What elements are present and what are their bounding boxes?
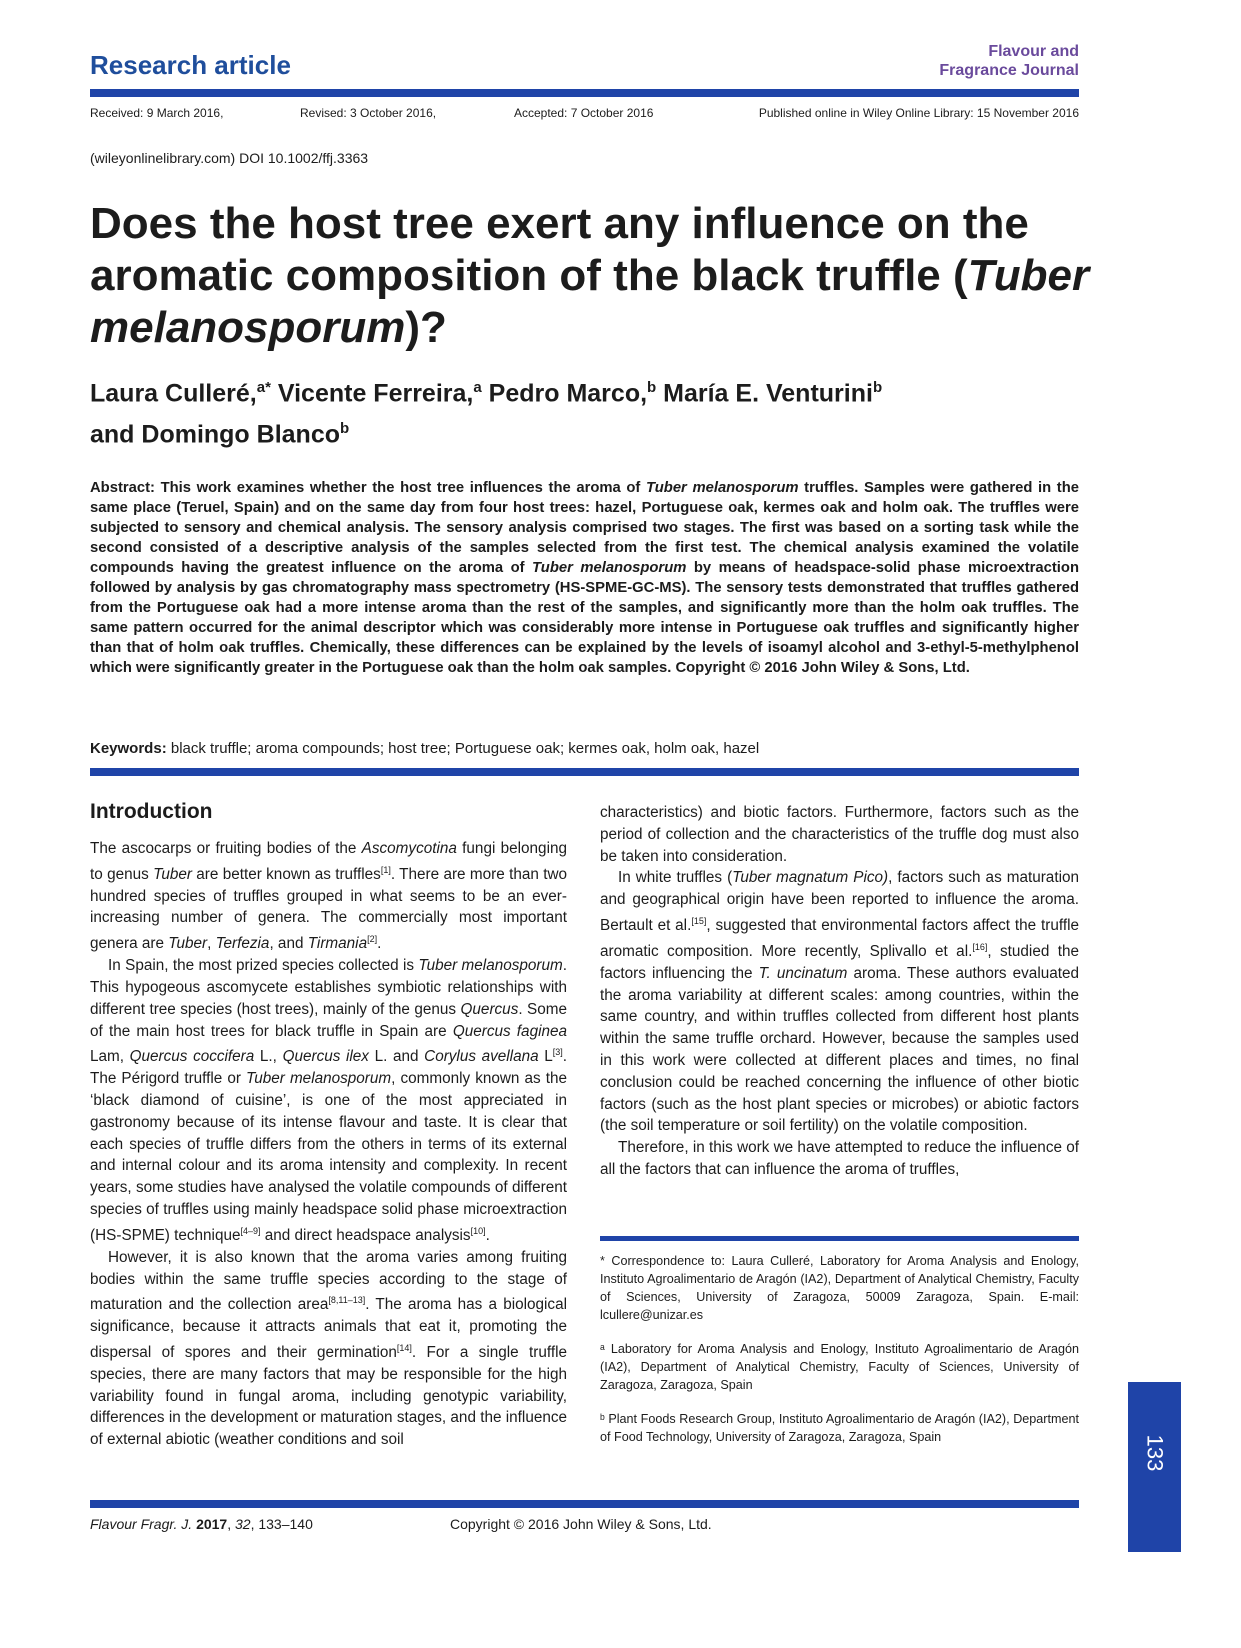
author-affil: a — [473, 379, 482, 396]
citation: Flavour Fragr. J. 2017, 32, 133–140 — [90, 1516, 313, 1532]
doi: (wileyonlinelibrary.com) DOI 10.1002/ffj.3363 — [90, 150, 369, 166]
article-dates — [90, 106, 1079, 122]
introduction-heading: Introduction — [90, 800, 213, 823]
author-affil: a* — [256, 379, 271, 396]
author-name: Laura Culleré, — [90, 379, 257, 408]
copyright: Copyright © 2016 John Wiley & Sons, Ltd. — [450, 1516, 712, 1532]
author-list — [90, 370, 1090, 453]
author-affil: b — [340, 420, 350, 438]
correspondence-note: * Correspondence to: Laura Culleré, Laboratory for Aroma Analysis and Enology, Instituto Agroalimentario de Aragón (IA2), Department of Analytical Chemistry, Faculty of Sciences, University of Zaragoza, 50009 Zaragoza, Spain. E-mail: lcullere@unizar.es — [600, 1254, 1079, 1322]
author-affil: b — [647, 379, 657, 396]
affiliation-a: ᵃ Laboratory for Aroma Analysis and Enology, Instituto Agroalimentario de Aragón (IA2), Department of Analytical Chemistry, Faculty of Sciences, University of Zaragoza, Zaragoza, Spain — [600, 1342, 1079, 1392]
footnote-rule — [600, 1236, 1079, 1241]
header-rule — [90, 89, 1079, 97]
author-name: and Domingo Blanco — [90, 420, 340, 449]
citation-pages: , 133–140 — [250, 1516, 313, 1532]
abstract: Abstract: This work examines whether the host tree influences the aroma of Tuber melanosporum truffles. Samples were gathered in the same place (Teruel, Spain) and on the same day from four host trees: hazel, Portuguese oak, kermes oak and holm oak. The truffles were subjected to sensory and chemical analysis. The sensory analysis comprised two stages. The first was based on a sorting task while the second consisted of a descriptive analysis of the samples selected from the first test. The chemical analysis examined the volatile compounds having the greatest influence on the aroma of Tuber melanosporum by means of headspace-solid phase microextraction followed by analysis by gas chromatography mass spectrometry (HS-SPME-GC-MS). The sensory tests demonstrated that truffles gathered from the Portuguese oak had a more intense aroma than the rest of the samples, and significantly more than the holm oak truffles. The same pattern occurred for the animal descriptor which was considerably more intense in Portuguese oak truffles and significantly higher than that of holm oak truffles. Chemically, these differences can be explained by the levels of isoamyl alcohol and 3-ethyl-5-methylphenol which were significantly greater in the Portuguese oak than the holm oak samples. Copyright © 2016 John Wiley & Sons, Ltd. — [90, 480, 1079, 676]
title-italic: Tuber melanosporum — [90, 251, 1090, 352]
citation-volume: 32 — [235, 1516, 251, 1532]
author-name: Pedro Marco, — [488, 379, 648, 408]
accepted-date: Accepted: 7 October 2016 — [514, 106, 654, 120]
received-date: Received: 9 March 2016, — [90, 106, 224, 120]
published-date: Published online in Wiley Online Library: 15 November 2016 — [758, 106, 1079, 120]
paragraph: characteristics) and biotic factors. Furthermore, factors such as the period of collection and the characteristics of the truffle dog must also be taken into consideration. — [600, 804, 1079, 865]
affiliation-b: ᵇ Plant Foods Research Group, Instituto Agroalimentario de Aragón (IA2), Department of Food Technology, University of Zaragoza, Zaragoza, Spain — [600, 1412, 1079, 1444]
author-affil: b — [872, 379, 883, 396]
journal-name — [879, 42, 1079, 80]
keywords — [90, 740, 1079, 757]
footnotes — [600, 1252, 1079, 1462]
author-name: María E. Venturini — [663, 379, 873, 408]
author-name: Vicente Ferreira, — [277, 379, 474, 408]
paragraph: In Spain, the most prized species collected is Tuber melanosporum. This hypogeous ascomycete establishes symbiotic relationships with different tree species (host trees), mainly of the genus Quercus. Some of the main host trees for black truffle in Spain are Quercus faginea Lam, Quercus coccifera L., Quercus ilex L. and Corylus avellana L[3]. The Périgord truffle or Tuber melanosporum, commonly known as the ‘black diamond of cuisine’, is one of the most appreciated in gastronomy because of its intense flavour and taste. It is clear that each species of truffle differs from the others in terms of its external and internal colour and its aroma intensity and complexity. In recent years, some studies have analysed the volatile compounds of different species of truffles using mainly headspace solid phase microextraction (HS-SPME) technique[4–9] and direct headspace analysis[10]. — [90, 957, 568, 1244]
paragraph: In white truffles (Tuber magnatum Pico), factors such as maturation and geographical origin have been reported to influence the aroma. Bertault et al.[15], suggested that environmental factors affect the truffle aromatic composition. More recently, Splivallo et al.[16], studied the factors influencing the T. uncinatum aroma. These authors evaluated the aroma variability at different scales: among countries, within the same country, and within truffles collected from different host plants within the same truffle orchard. However, because the samples used in this work were collected at different places and times, no final conclusion could be reached concerning the influence of other biotic factors (such as the host plant species or microbes) or abiotic factors (the soil temperature or soil fertility) on the volatile composition. — [600, 869, 1080, 1135]
revised-date: Revised: 3 October 2016, — [300, 106, 437, 120]
paragraph: Therefore, in this work we have attempted to reduce the influence of all the factors that can influence the aroma of truffles, — [600, 1139, 1079, 1178]
citation-year: 2017 — [196, 1516, 228, 1532]
page-number: 133 — [1142, 1434, 1168, 1472]
section-rule — [90, 768, 1079, 776]
journal-name-line2: Fragrance Journal — [939, 62, 1079, 79]
footer-rule — [90, 1500, 1079, 1508]
journal-abbrev: Flavour Fragr. J. — [90, 1516, 193, 1532]
keywords-text: black truffle; aroma compounds; host tree; Portuguese oak; kermes oak, holm oak, hazel — [166, 740, 760, 757]
journal-name-line1: Flavour and — [988, 43, 1079, 60]
section-label: Research article — [90, 50, 291, 80]
title-main: Does the host tree exert any influence on the aromatic composition of the black truffle ( — [90, 199, 1029, 300]
title-end: )? — [405, 303, 447, 352]
paragraph: The ascocarps or fruiting bodies of the Ascomycotina fungi belonging to genus Tuber are better known as truffles[1]. There are more than two hundred species of truffles grouped in what seems to be an ever-increasing number of genera. The commercially most important genera are Tuber, Terfezia, and Tirmania[2]. — [90, 840, 567, 953]
keywords-label: Keywords: — [90, 740, 167, 757]
left-column — [90, 838, 567, 1451]
paragraph: However, it is also known that the aroma varies among fruiting bodies within the same truffle species according to the stage of maturation and the collection area[8,11–13]. The aroma has a biological significance, because it attracts animals that eat it, promoting the dispersal of spores and their germination[14]. For a single truffle species, there are many factors that may be responsible for the high variability found in fungal aroma, including genotypic variability, differences in the development or maturation stages, and the influence of external abiotic (weather conditions and soil — [90, 1248, 567, 1449]
article-title — [90, 198, 1100, 354]
right-column — [600, 802, 1079, 1181]
